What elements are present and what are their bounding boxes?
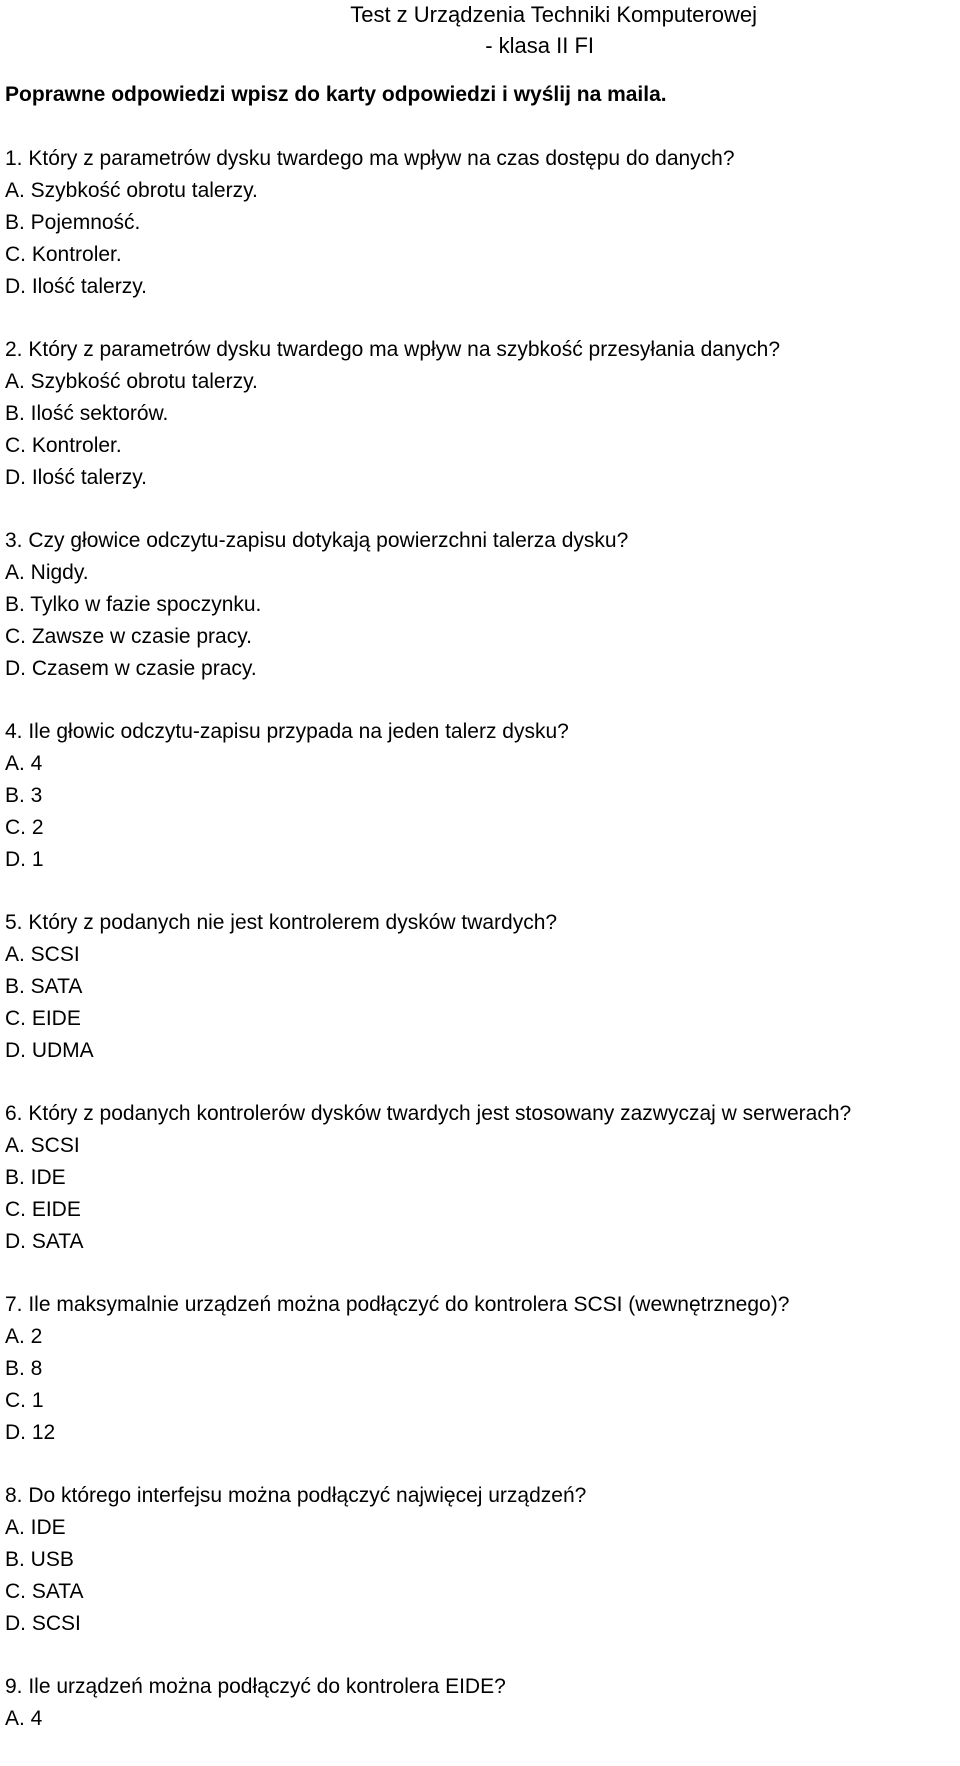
answer-option: B. Ilość sektorów. — [5, 402, 169, 425]
document-subtitle: - klasa II FI — [485, 33, 594, 58]
question-block — [5, 1671, 955, 1735]
question-block — [5, 1480, 955, 1640]
question-text: 3. Czy głowice odczytu-zapisu dotykają powierzchni talerza dysku? — [5, 529, 629, 552]
question-block — [5, 525, 955, 685]
answer-option: D. SCSI — [5, 1612, 81, 1635]
answer-option: B. 3 — [5, 784, 43, 807]
answer-option: C. 2 — [5, 816, 44, 839]
answer-option: C. Zawsze w czasie pracy. — [5, 625, 253, 648]
question-block — [5, 143, 955, 303]
answer-option: B. Pojemność. — [5, 211, 141, 234]
document-title: Test z Urządzenia Techniki Komputerowej — [350, 2, 757, 27]
answer-option: C. SATA — [5, 1580, 84, 1603]
question-text: 4. Ile głowic odczytu-zapisu przypada na jeden talerz dysku? — [5, 720, 569, 743]
answer-option: A. 4 — [5, 752, 43, 775]
question-block — [5, 907, 955, 1067]
answer-option: A. Szybkość obrotu talerzy. — [5, 179, 258, 202]
answer-option: C. 1 — [5, 1389, 44, 1412]
answer-option: B. Tylko w fazie spoczynku. — [5, 593, 262, 616]
question-list — [5, 143, 955, 1766]
answer-option: C. Kontroler. — [5, 434, 122, 457]
question-block — [5, 1289, 955, 1449]
question-block — [5, 334, 955, 494]
answer-option: D. UDMA — [5, 1039, 94, 1062]
question-text: 5. Który z podanych nie jest kontrolerem dysków twardych? — [5, 911, 558, 934]
answer-option: A. IDE — [5, 1516, 66, 1539]
question-text: 2. Który z parametrów dysku twardego ma wpływ na szybkość przesyłania danych? — [5, 338, 781, 361]
answer-option: B. USB — [5, 1548, 74, 1571]
instruction-text: Poprawne odpowiedzi wpisz do karty odpowiedzi i wyślij na maila. — [5, 83, 667, 106]
question-block — [5, 1098, 955, 1258]
answer-option: A. Szybkość obrotu talerzy. — [5, 370, 258, 393]
answer-option: D. Czasem w czasie pracy. — [5, 657, 257, 680]
answer-option: B. SATA — [5, 975, 83, 998]
answer-option: A. 4 — [5, 1707, 43, 1730]
question-text: 8. Do którego interfejsu można podłączyć najwięcej urządzeń? — [5, 1484, 587, 1507]
answer-option: D. Ilość talerzy. — [5, 466, 147, 489]
question-text: 1. Który z parametrów dysku twardego ma wpływ na czas dostępu do danych? — [5, 147, 735, 170]
answer-option: C. EIDE — [5, 1007, 81, 1030]
answer-option: C. Kontroler. — [5, 243, 122, 266]
answer-option: D. 12 — [5, 1421, 56, 1444]
answer-option: B. 8 — [5, 1357, 43, 1380]
answer-option: B. IDE — [5, 1166, 66, 1189]
answer-option: C. EIDE — [5, 1198, 81, 1221]
answer-option: D. SATA — [5, 1230, 84, 1253]
question-block — [5, 716, 955, 876]
answer-option: A. Nigdy. — [5, 561, 89, 584]
question-text: 9. Ile urządzeń można podłączyć do kontrolera EIDE? — [5, 1675, 506, 1698]
answer-option: A. 2 — [5, 1325, 43, 1348]
question-text: 6. Który z podanych kontrolerów dysków twardych jest stosowany zazwyczaj w serwerach? — [5, 1102, 852, 1125]
answer-option: D. 1 — [5, 848, 44, 871]
answer-option: A. SCSI — [5, 1134, 80, 1157]
answer-option: D. Ilość talerzy. — [5, 275, 147, 298]
answer-option: A. SCSI — [5, 943, 80, 966]
question-text: 7. Ile maksymalnie urządzeń można podłączyć do kontrolera SCSI (wewnętrznego)? — [5, 1293, 790, 1316]
